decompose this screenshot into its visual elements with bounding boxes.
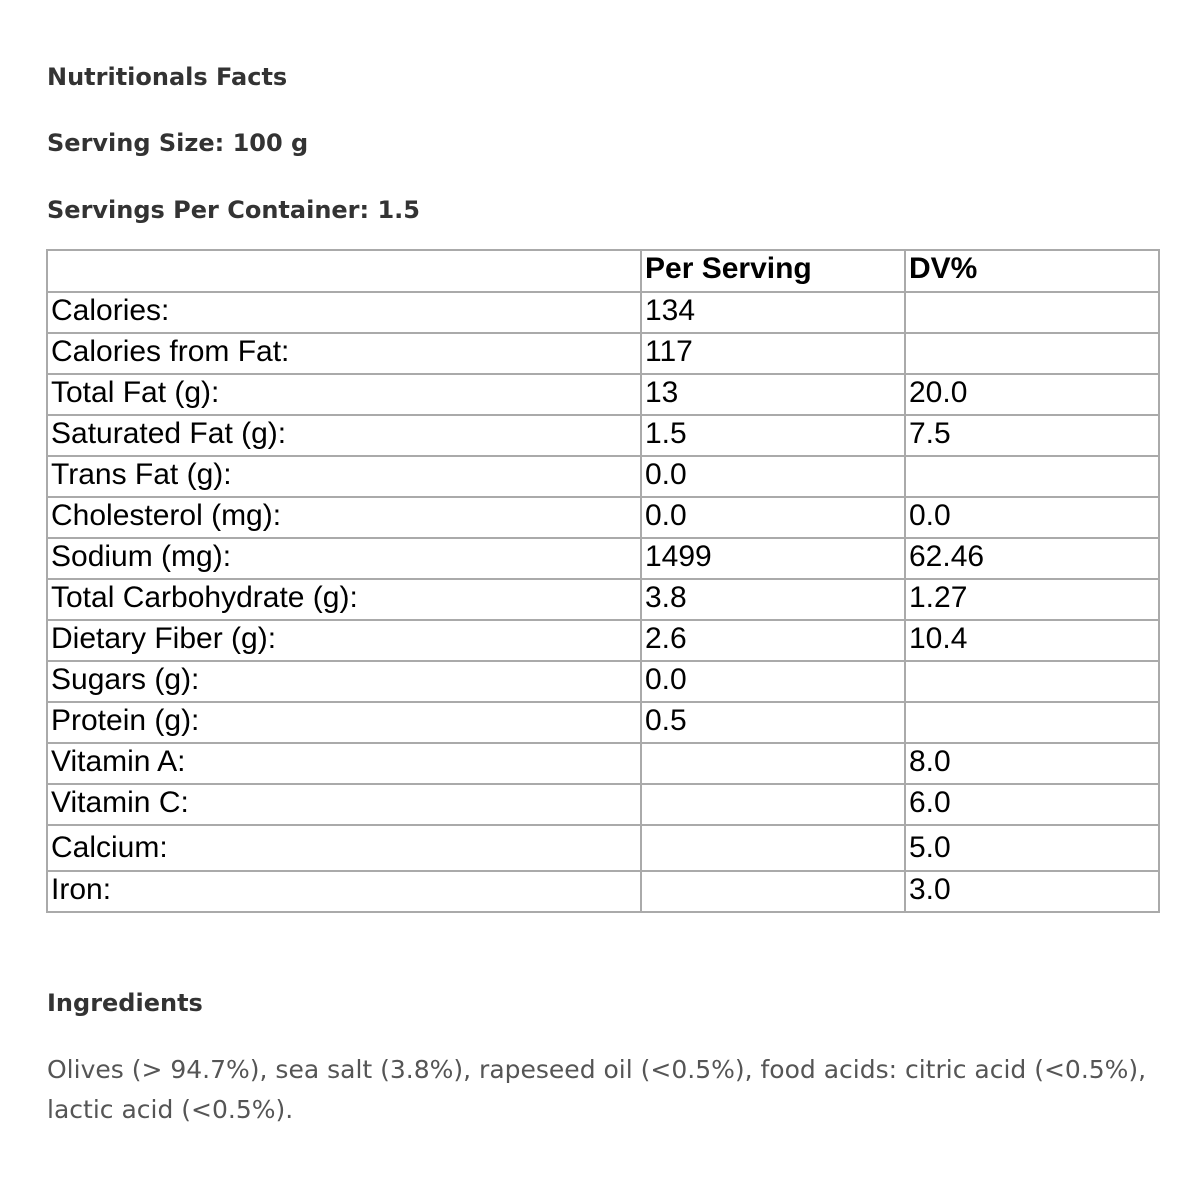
nutrient-label: Vitamin C:	[47, 784, 641, 825]
nutrient-label: Sodium (mg):	[47, 538, 641, 579]
servings-per-container: Servings Per Container: 1.5	[47, 196, 420, 224]
dv-value	[905, 292, 1159, 333]
nutrient-label: Total Fat (g):	[47, 374, 641, 415]
dv-value: 7.5	[905, 415, 1159, 456]
nutrient-label: Sugars (g):	[47, 661, 641, 702]
dv-value: 6.0	[905, 784, 1159, 825]
dv-value: 5.0	[905, 825, 1159, 871]
nutrient-label: Cholesterol (mg):	[47, 497, 641, 538]
nutrient-label: Calcium:	[47, 825, 641, 871]
per-serving-value: 3.8	[641, 579, 905, 620]
nutrient-label: Calories from Fat:	[47, 333, 641, 374]
per-serving-value: 134	[641, 292, 905, 333]
table-row	[47, 456, 1159, 497]
table-row	[47, 871, 1159, 912]
table-header-row	[47, 250, 1159, 292]
ingredients-heading: Ingredients	[47, 989, 203, 1017]
nutrient-label: Saturated Fat (g):	[47, 415, 641, 456]
per-serving-value: 1499	[641, 538, 905, 579]
column-header-per-serving: Per Serving	[641, 250, 905, 292]
table-row	[47, 497, 1159, 538]
dv-value: 20.0	[905, 374, 1159, 415]
per-serving-value: 2.6	[641, 620, 905, 661]
table-row	[47, 784, 1159, 825]
nutrient-label: Protein (g):	[47, 702, 641, 743]
ingredients-text: Olives (> 94.7%), sea salt (3.8%), rapeseed oil (<0.5%), food acids: citric acid (<0.5%), lactic acid (<0.5%).	[47, 1055, 1147, 1124]
dv-value	[905, 456, 1159, 497]
table-row	[47, 620, 1159, 661]
per-serving-value: 0.5	[641, 702, 905, 743]
per-serving-value	[641, 825, 905, 871]
per-serving-value: 0.0	[641, 661, 905, 702]
table-row	[47, 661, 1159, 702]
dv-value: 8.0	[905, 743, 1159, 784]
nutrition-table	[46, 249, 1160, 913]
serving-size: Serving Size: 100 g	[47, 129, 309, 157]
dv-value: 0.0	[905, 497, 1159, 538]
nutrient-label: Calories:	[47, 292, 641, 333]
table-row	[47, 825, 1159, 871]
page-title: Nutritionals Facts	[47, 63, 288, 91]
nutrient-label: Dietary Fiber (g):	[47, 620, 641, 661]
dv-value: 10.4	[905, 620, 1159, 661]
nutrient-label: Total Carbohydrate (g):	[47, 579, 641, 620]
table-row	[47, 743, 1159, 784]
table-row	[47, 333, 1159, 374]
dv-value	[905, 702, 1159, 743]
column-header-nutrient	[47, 250, 641, 292]
per-serving-value	[641, 743, 905, 784]
column-header-dv: DV%	[905, 250, 1159, 292]
nutrient-label: Iron:	[47, 871, 641, 912]
table-row	[47, 415, 1159, 456]
nutrient-label: Vitamin A:	[47, 743, 641, 784]
dv-value: 1.27	[905, 579, 1159, 620]
per-serving-value: 13	[641, 374, 905, 415]
dv-value: 3.0	[905, 871, 1159, 912]
table-row	[47, 538, 1159, 579]
dv-value	[905, 661, 1159, 702]
dv-value: 62.46	[905, 538, 1159, 579]
table-row	[47, 702, 1159, 743]
per-serving-value: 117	[641, 333, 905, 374]
table-row	[47, 292, 1159, 333]
dv-value	[905, 333, 1159, 374]
per-serving-value	[641, 871, 905, 912]
table-row	[47, 374, 1159, 415]
per-serving-value: 1.5	[641, 415, 905, 456]
nutrient-label: Trans Fat (g):	[47, 456, 641, 497]
per-serving-value	[641, 784, 905, 825]
per-serving-value: 0.0	[641, 497, 905, 538]
table-row	[47, 579, 1159, 620]
per-serving-value: 0.0	[641, 456, 905, 497]
